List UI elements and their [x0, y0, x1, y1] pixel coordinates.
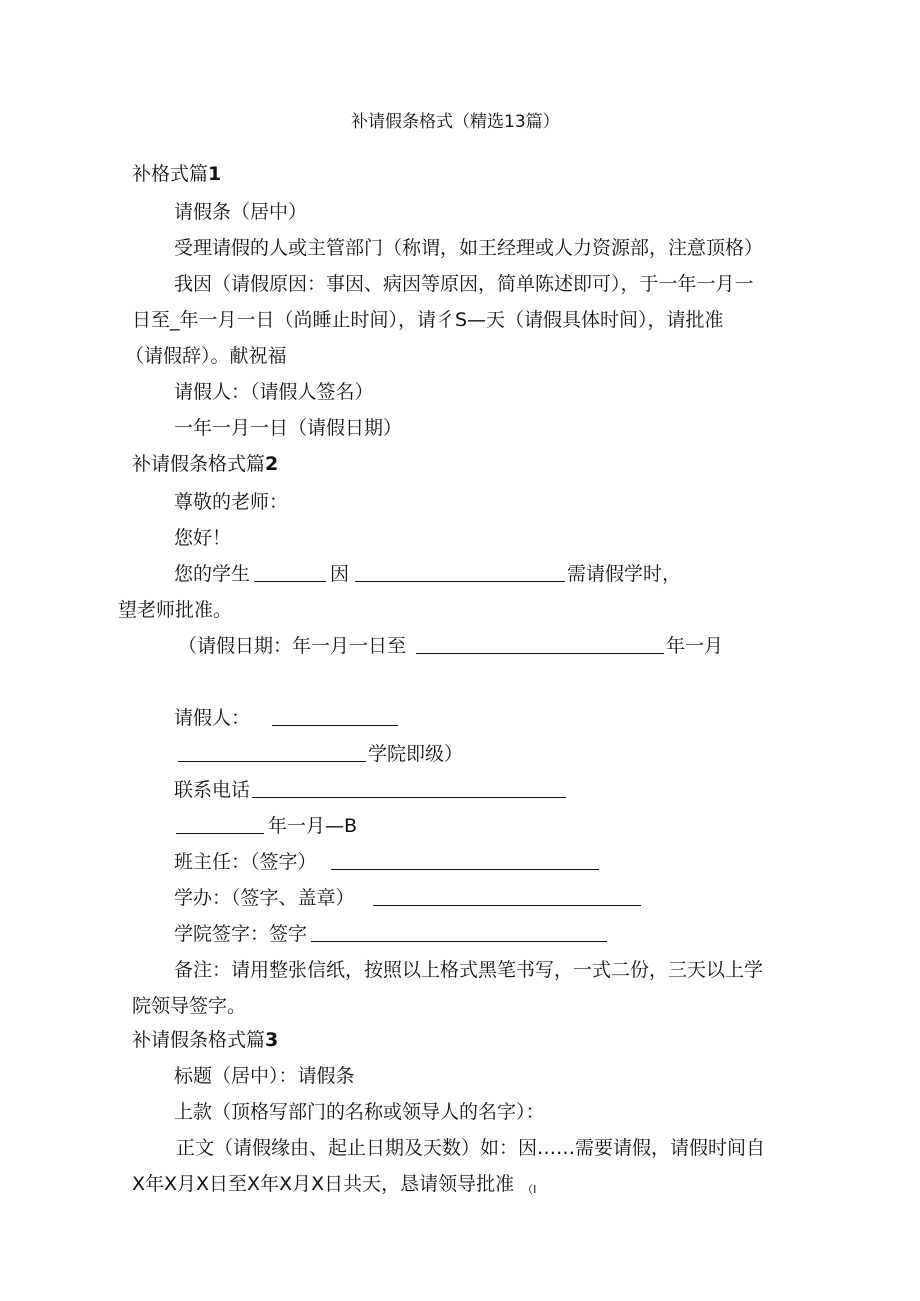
form-line [174, 706, 398, 730]
paragraph-line: （请假辞）。献祝福 [125, 345, 287, 367]
paragraph-line [132, 1172, 536, 1202]
form-line [174, 922, 607, 946]
form-label: 您的学生 [174, 563, 251, 585]
form-label: 年一月 [666, 635, 724, 657]
section-heading-text: 补格式篇 [132, 163, 209, 185]
paragraph-line: 上款（顶格写部门的名称或领导人的名字）： [174, 1101, 545, 1123]
paragraph-line: 一年一月一日（请假日期） [174, 417, 403, 439]
paragraph-line: 受理请假的人或主管部门（称谓，如王经理或人力资源部，注意顶格） [174, 237, 764, 259]
form-label: 班主任：（签字） [174, 851, 317, 873]
form-line [178, 742, 463, 766]
form-line [174, 778, 566, 802]
section-heading [132, 452, 278, 476]
section-number: 1 [208, 163, 222, 185]
form-line [174, 886, 641, 910]
section-number: 2 [265, 453, 279, 475]
section-heading-text: 补请假条格式篇 [132, 453, 266, 475]
form-label: （请假日期：年一月一日至 [178, 635, 407, 657]
fill-blank [176, 815, 264, 834]
form-label: 学院签字：签字 [174, 923, 308, 945]
paragraph-fragment: （I [522, 1183, 537, 1196]
paragraph-line: 标题（居中）：请假条 [174, 1065, 355, 1087]
form-label: 因 [330, 563, 350, 585]
section-heading-text: 补请假条格式篇 [132, 1029, 266, 1051]
fill-blank [373, 887, 641, 906]
fill-blank [254, 563, 326, 582]
fill-blank [416, 635, 664, 654]
section-number: 3 [265, 1029, 279, 1051]
form-label: 学院即级） [368, 743, 464, 765]
section-heading [132, 162, 221, 186]
paragraph-line: 请假人：（请假人签名） [174, 381, 374, 403]
paragraph-line: 尊敬的老师： [174, 491, 289, 513]
fill-blank [272, 707, 398, 726]
paragraph-line: 正文（请假缘由、起止日期及天数）如：因……需要请假，请假时间自 [176, 1137, 766, 1159]
form-label: 请假人： [174, 707, 251, 729]
form-line [174, 850, 599, 874]
section-heading [132, 1028, 278, 1052]
form-line [174, 562, 681, 586]
form-label: 学办：（签字、盖章） [174, 887, 355, 909]
form-label: 需请假学时， [567, 563, 682, 585]
paragraph-line: 望老师批准。 [118, 599, 233, 621]
paragraph-line: 我因（请假原因：事因、病因等原因，简单陈述即可），于一年一月一 [174, 273, 754, 295]
fill-blank [355, 563, 565, 582]
fill-blank [252, 779, 566, 798]
paragraph-text: X年X月X日至X年X月X日共天，恳请领导批准 [132, 1173, 515, 1195]
paragraph-line: 请假条（居中） [174, 201, 308, 223]
fill-blank [178, 743, 366, 762]
paragraph-line: 备注：请用整张信纸，按照以上格式黑笔书写，一式二份，三天以上学 [174, 959, 764, 981]
document-title: 补请假条格式（精选13篇） [351, 112, 560, 132]
fill-blank [311, 923, 607, 942]
form-label: 联系电话 [174, 779, 251, 801]
fill-blank [331, 851, 599, 870]
form-label: 年一月—B [268, 815, 358, 837]
paragraph-line: 院领导签字。 [132, 995, 247, 1017]
paragraph-line: 日至_年一月一日（尚睡止时间），请彳S—天（请假具体时间），请批准 [132, 309, 724, 331]
form-line [176, 814, 357, 838]
form-line [178, 634, 723, 658]
paragraph-line: 您好！ [174, 527, 232, 549]
